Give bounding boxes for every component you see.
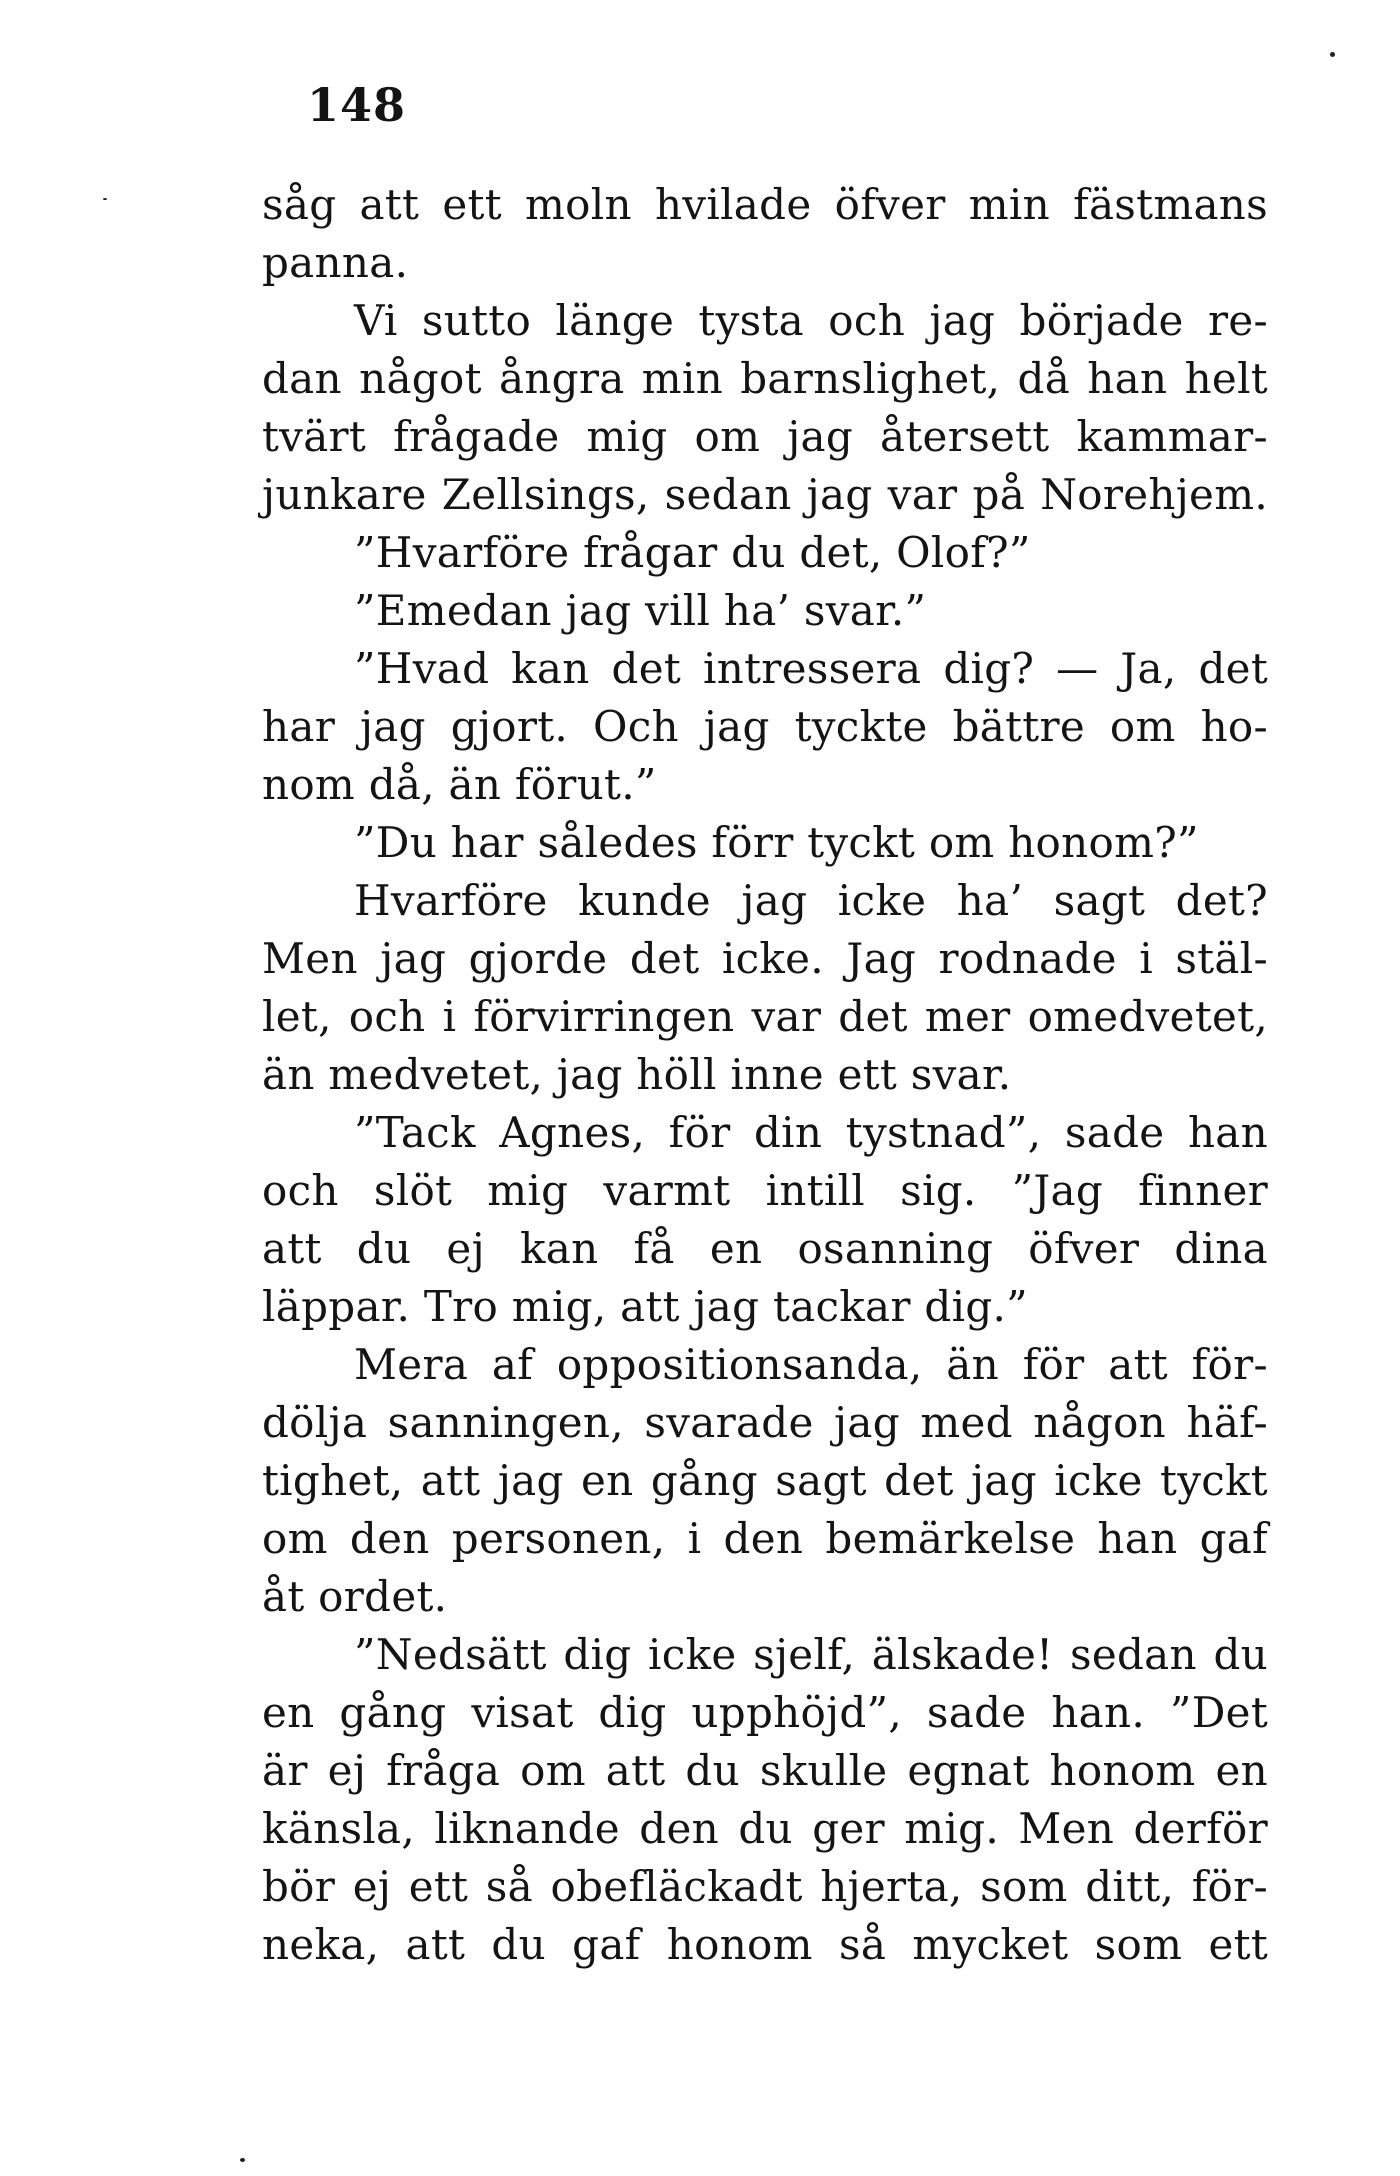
text-line: neka, att du gaf honom så mycket som ett	[262, 1920, 1268, 1969]
text-line: ”Hvad kan det intressera dig? — Ja, det	[354, 644, 1268, 693]
text-line: bör ej ett så obefläckadt hjerta, som ditt, för-	[262, 1862, 1268, 1911]
text-line: och slöt mig varmt intill sig. ”Jag finner	[262, 1166, 1268, 1215]
text-line: en gång visat dig upphöjd”, sade han. ”Det	[262, 1688, 1268, 1737]
text-line: har jag gjort. Och jag tyckte bättre om ho-	[262, 702, 1268, 751]
text-line: Vi sutto länge tysta och jag började re-	[354, 296, 1268, 345]
text-line: ”Du har således förr tyckt om honom?”	[354, 818, 1199, 867]
paper-speck	[1330, 52, 1335, 57]
text-line: nom då, än förut.”	[262, 760, 657, 809]
text-line: känsla, liknande den du ger mig. Men derför	[262, 1804, 1268, 1853]
text-line: ”Hvarföre frågar du det, Olof?”	[354, 528, 1031, 577]
paper-speck	[103, 198, 107, 200]
text-line: let, och i förvirringen var det mer omedvetet,	[262, 992, 1268, 1041]
text-line: åt ordet.	[262, 1572, 448, 1621]
text-line: att du ej kan få en osanning öfver dina	[262, 1224, 1268, 1273]
text-line: Men jag gjorde det icke. Jag rodnade i stäl-	[262, 934, 1268, 983]
text-line: om den personen, i den bemärkelse han gaf	[262, 1514, 1268, 1563]
text-line: ”Tack Agnes, för din tystnad”, sade han	[354, 1108, 1268, 1157]
text-line: dölja sanningen, svarade jag med någon häf-	[262, 1398, 1268, 1447]
text-line: panna.	[262, 238, 409, 287]
text-line: dan något ångra min barnslighet, då han helt	[262, 354, 1268, 403]
text-line: ”Emedan jag vill ha’ svar.”	[354, 586, 927, 635]
text-line: läppar. Tro mig, att jag tackar dig.”	[262, 1282, 1028, 1331]
text-line: Hvarföre kunde jag icke ha’ sagt det?	[354, 876, 1268, 925]
text-line: tvärt frågade mig om jag återsett kammar-	[262, 412, 1268, 461]
text-line: tighet, att jag en gång sagt det jag icke tyckt	[262, 1456, 1268, 1505]
text-line: Mera af oppositionsanda, än för att för-	[354, 1340, 1268, 1389]
text-line: såg att ett moln hvilade öfver min fästmans	[262, 180, 1268, 229]
text-line: junkare Zellsings, sedan jag var på Norehjem.	[262, 470, 1268, 519]
text-line: är ej fråga om att du skulle egnat honom en	[262, 1746, 1268, 1795]
text-line: ”Nedsätt dig icke sjelf, älskade! sedan du	[354, 1630, 1268, 1679]
paper-speck	[240, 2158, 245, 2162]
page-number: 148	[307, 78, 407, 132]
text-line: än medvetet, jag höll inne ett svar.	[262, 1050, 1012, 1099]
body-text	[262, 176, 1268, 1974]
